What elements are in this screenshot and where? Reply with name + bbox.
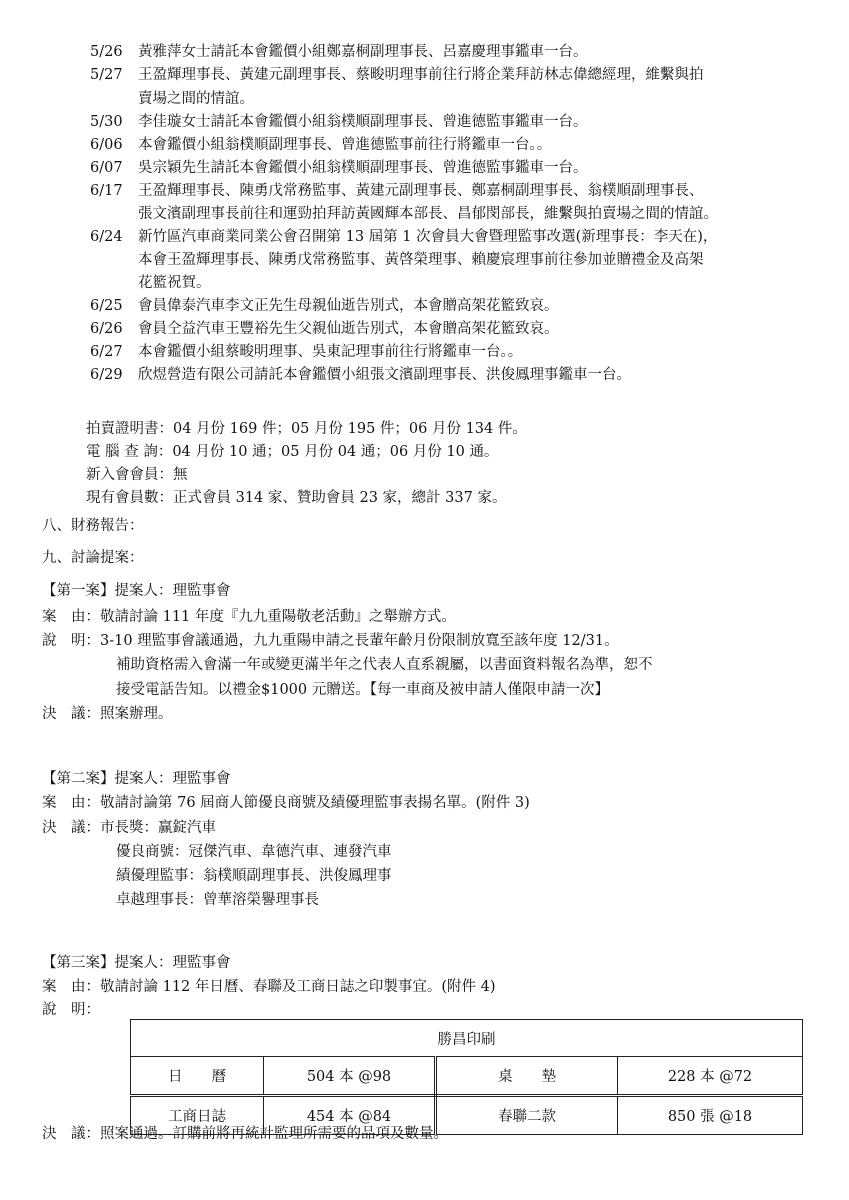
stat-line: 電 腦 查 詢：04 月份 10 通；05 月份 04 通；06 月份 10 通。 <box>86 444 499 460</box>
case-resolution: 決 議：照案辦理。 <box>42 706 173 722</box>
log-text: 會員偉泰汽車李文正先生母親仙逝告別式，本會贈高架花籃致哀。 <box>138 298 559 314</box>
case-resolution: 決 議：市長獎：赢錠汽車 <box>42 820 216 836</box>
printing-cost-table <box>130 1019 803 1135</box>
log-date: 6/17 <box>90 183 123 199</box>
section-heading: 九、討論提案： <box>42 550 144 566</box>
case-explain: 說 明：3-10 理監事會議通過，九九重陽申請之長輩年齡月份限制放寬至該年度 12/31。 <box>42 633 619 649</box>
case-explain: 說 明： <box>42 1002 100 1018</box>
log-text: 李佳璇女士請託本會鑑價小組翁樸順副理事長、曾進德監事鑑車一台。 <box>138 114 588 130</box>
table-cell: 春聯二款 <box>436 1096 618 1135</box>
log-text: 本會鑑價小組翁樸順副理事長、曾進德監事前往行將鑑車一台。。 <box>138 137 552 153</box>
log-date: 6/27 <box>90 344 123 360</box>
log-text: 新竹區汽車商業同業公會召開第 13 屆第 1 次會員大會暨理監事改選(新理事長：李天在)， <box>138 229 718 245</box>
case-reason: 案 由：敬請討論第 76 屆商人節優良商號及績優理監事表揚名單。(附件 3) <box>42 795 530 811</box>
table-cell: 850 張 @18 <box>618 1096 803 1135</box>
table-cell: 工商日誌 <box>131 1096 264 1135</box>
stat-line: 新入會會員：無 <box>86 467 188 483</box>
section-heading: 八、財務報告： <box>42 518 144 534</box>
case-header: 【第二案】提案人：理監事會 <box>42 771 231 787</box>
log-date: 6/07 <box>90 160 123 176</box>
log-text: 王盈輝理事長、陳勇戊常務監事、黃建元副理事長、鄭嘉桐副理事長、翁樸順副理事長、 <box>138 183 704 199</box>
log-date: 5/27 <box>90 67 123 83</box>
table-cell: 454 本 @84 <box>264 1096 436 1135</box>
log-text: 黃雅萍女士請託本會鑑價小組鄭嘉桐副理事長、呂嘉慶理事鑑車一台。 <box>138 44 588 60</box>
case-header: 【第三案】提案人：理監事會 <box>42 955 231 971</box>
log-text: 會員仝益汽車王豐裕先生父親仙逝告別式，本會贈高架花籃致哀。 <box>138 321 559 337</box>
case-explain: 補助資格需入會滿一年或變更滿半年之代表人直系親屬，以書面資料報名為準，恕不 <box>116 657 653 673</box>
log-text: 王盈輝理事長、黃建元副理事長、蔡畯明理事前往行將企業拜訪林志偉總經理，維繫與拍 <box>138 67 704 83</box>
case-resolution: 優良商號：冠傑汽車、韋德汽車、連發汽車 <box>116 844 392 860</box>
log-date: 5/26 <box>90 44 123 60</box>
case-resolution: 績優理監事：翁樸順副理事長、洪俊鳳理事 <box>116 868 392 884</box>
log-text: 花籃祝賀。 <box>138 275 211 291</box>
table-cell: 日 曆 <box>131 1057 264 1096</box>
table-cell: 504 本 @98 <box>264 1057 436 1096</box>
log-text: 本會鑑價小組蔡畯明理事、吳東記理事前往行將鑑車一台。。 <box>138 344 523 360</box>
log-date: 6/06 <box>90 137 123 153</box>
log-text: 本會王盈輝理事長、陳勇戊常務監事、黃啓榮理事、賴慶宸理事前往參加並贈禮金及高架 <box>138 252 704 268</box>
log-text: 張文濱副理事長前往和運勁拍拜訪黃國輝本部長、昌郁閔部長，維繫與拍賣場之間的情誼。 <box>138 206 718 222</box>
log-date: 6/26 <box>90 321 123 337</box>
case-reason: 案 由：敬請討論 111 年度『九九重陽敬老活動』之舉辦方式。 <box>42 609 456 625</box>
log-text: 賣場之間的情誼。 <box>138 91 254 107</box>
log-date: 6/24 <box>90 229 123 245</box>
log-text: 吳宗穎先生請託本會鑑價小組翁樸順副理事長、曾進德監事鑑車一台。 <box>138 160 588 176</box>
case-explain: 接受電話告知。以禮金$1000 元贈送。【每一車商及被申請人僅限申請一次】 <box>116 682 609 698</box>
table-vendor: 勝昌印刷 <box>131 1020 803 1057</box>
log-date: 5/30 <box>90 114 123 130</box>
case-resolution: 卓越理事長：曾華溶榮譽理事長 <box>116 892 319 908</box>
log-date: 6/29 <box>90 367 123 383</box>
table-cell: 桌 墊 <box>436 1057 618 1096</box>
case-resolution: 決 議：照案通過。訂購前將再統計監理所需要的品項及數量。 <box>42 1126 448 1142</box>
stat-line: 拍賣證明書：04 月份 169 件；05 月份 195 件；06 月份 134 件。 <box>86 421 527 437</box>
stat-line: 現有會員數：正式會員 314 家、贊助會員 23 家，總計 337 家。 <box>86 490 507 506</box>
table-cell: 228 本 @72 <box>618 1057 803 1096</box>
table-row <box>131 1057 803 1096</box>
case-header: 【第一案】提案人：理監事會 <box>42 583 231 599</box>
log-text: 欣煜營造有限公司請託本會鑑價小組張文濱副理事長、洪俊鳳理事鑑車一台。 <box>138 367 631 383</box>
log-date: 6/25 <box>90 298 123 314</box>
case-reason: 案 由：敬請討論 112 年日曆、春聯及工商日誌之印製事宜。(附件 4) <box>42 979 496 995</box>
